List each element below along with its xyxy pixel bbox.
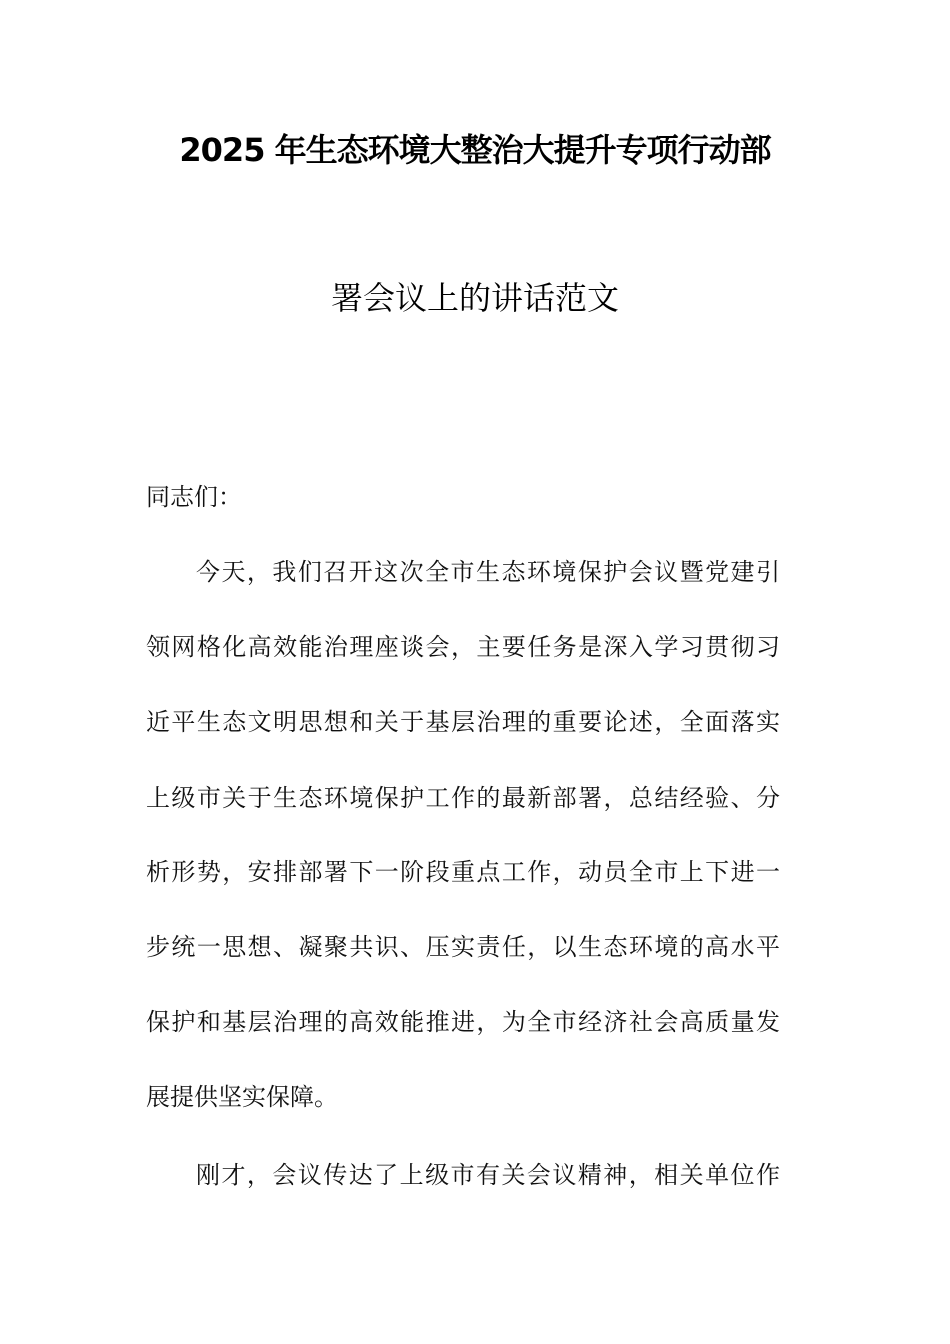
paragraph-2-line-1: 刚才，会议传达了上级市有关会议精神，相关单位作 xyxy=(196,1161,780,1189)
paragraph-1-line-7: 保护和基层治理的高效能推进，为全市经济社会高质量发 xyxy=(146,1008,780,1036)
salutation: 同志们： xyxy=(146,483,242,511)
document-title-line-1: 2025 年生态环境大整治大提升专项行动部 xyxy=(179,131,771,169)
paragraph-1-line-8: 展提供坚实保障。 xyxy=(146,1083,338,1111)
document-title-line-2: 署会议上的讲话范文 xyxy=(330,279,619,317)
paragraph-1-line-3: 近平生态文明思想和关于基层治理的重要论述，全面落实 xyxy=(146,708,780,736)
paragraph-1-line-2: 领网格化高效能治理座谈会，主要任务是深入学习贯彻习 xyxy=(146,633,780,661)
paragraph-1-line-4: 上级市关于生态环境保护工作的最新部署，总结经验、分 xyxy=(146,784,780,812)
paragraph-1-line-5: 析形势，安排部署下一阶段重点工作，动员全市上下进一 xyxy=(146,858,780,886)
paragraph-1-line-6: 步统一思想、凝聚共识、压实责任，以生态环境的高水平 xyxy=(146,933,780,961)
paragraph-1-line-1: 今天，我们召开这次全市生态环境保护会议暨党建引 xyxy=(196,558,780,586)
